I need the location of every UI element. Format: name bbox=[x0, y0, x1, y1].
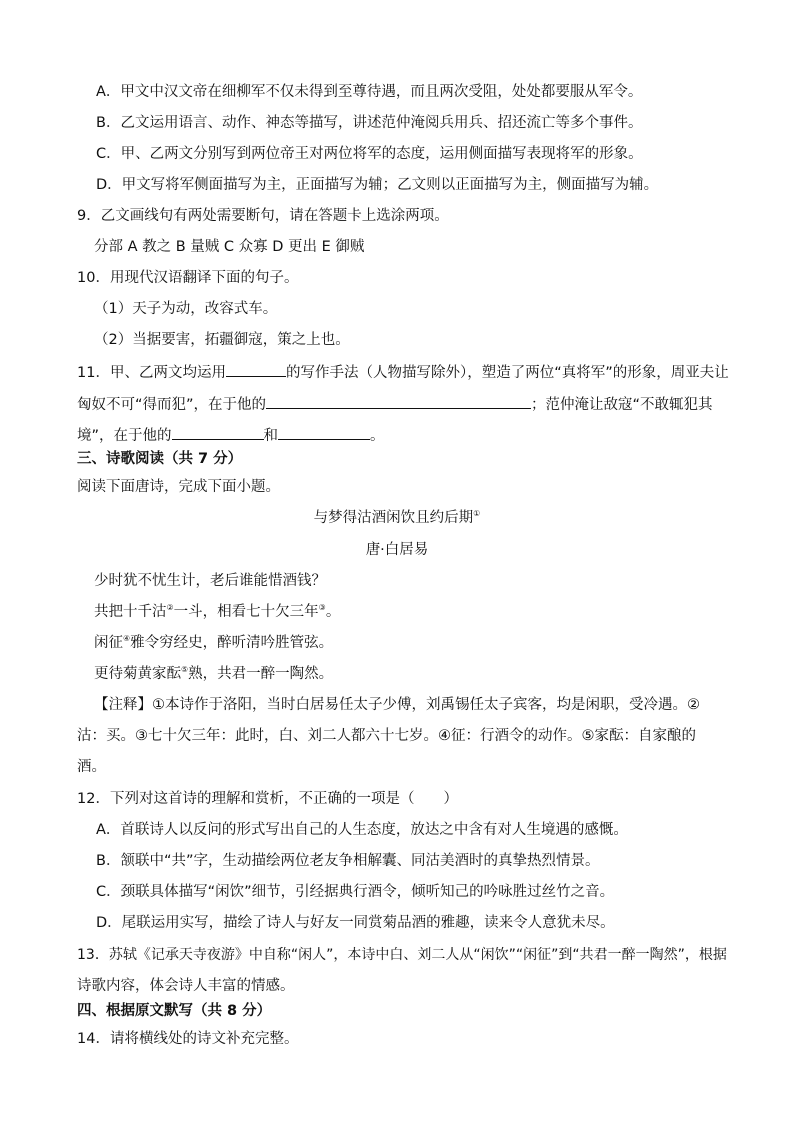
q11-text-3: 匈奴不可“得而犯”，在于他的 bbox=[77, 397, 267, 413]
q12-option-b: B．颔联中“共”字，生动描绘两位老友争相解囊、同沽美酒时的真挚热烈情景。 bbox=[96, 853, 600, 869]
notes-line-3: 酒。 bbox=[77, 759, 106, 775]
poem-line-2b: 一斗，相看七十欠三年 bbox=[173, 604, 319, 620]
q8-option-b: B．乙文运用语言、动作、神态等描写，讲述范仲淹阅兵用兵、招还流亡等多个事件。 bbox=[96, 115, 643, 131]
answer-blank[interactable] bbox=[278, 425, 370, 440]
poem-line-4b: 熟，共君一醉一陶然。 bbox=[188, 666, 334, 682]
poem-title bbox=[0, 508, 794, 528]
q12-option-a: A．首联诗人以反问的形式写出自己的人生态度，放达之中含有对人生境遇的感慨。 bbox=[96, 822, 628, 838]
q12-stem: 12．下列对这首诗的理解和赏析，不正确的一项是（ ） bbox=[77, 791, 458, 807]
q11-line-3 bbox=[77, 425, 385, 446]
poem-line-1: 少时犹不忧生计，老后谁能惜酒钱？ bbox=[94, 573, 326, 589]
poem-line-2c: 。 bbox=[325, 604, 341, 620]
q12-option-c: C．颈联具体描写“闲饮”细节，引经据典行酒令，倾听知己的吟咏胜过丝竹之音。 bbox=[96, 884, 615, 900]
poem-line-2 bbox=[94, 602, 340, 622]
q13-line-2: 诗歌内容，体会诗人丰富的情感。 bbox=[77, 978, 295, 994]
q8-option-a: A．甲文中汉文帝在细柳军不仅未得到至尊待遇，而且两次受阻，处处都要服从军令。 bbox=[96, 84, 643, 100]
section-3-intro: 阅读下面唐诗，完成下面小题。 bbox=[77, 479, 280, 495]
poem-line-2a: 共把十千沽 bbox=[94, 604, 167, 620]
footnote-marker: ① bbox=[473, 509, 481, 519]
q11-text-4: ；范仲淹让敌寇“不敢辄犯其 bbox=[531, 397, 713, 413]
poem-author: 唐·白居易 bbox=[365, 542, 429, 558]
notes-line-1: 【注释】①本诗作于洛阳，当时白居易任太子少傅，刘禹锡任太子宾客，均是闲职，受冷遇。② bbox=[94, 697, 700, 713]
q11-text-6: 和 bbox=[263, 428, 279, 444]
notes-line-2: 沽：买。③七十欠三年：此时，白、刘二人都六十七岁。④征：行酒令的动作。⑤家酝：自家酿的 bbox=[77, 728, 696, 744]
q11-text-7: 。 bbox=[370, 428, 385, 444]
poem-line-4 bbox=[94, 664, 333, 684]
q9-options: 分部 A 教之 B 量贼 C 众寡 D 更出 E 御贼 bbox=[94, 239, 365, 255]
q11-line-2 bbox=[77, 394, 713, 415]
poem-line-3a: 闲征 bbox=[94, 635, 123, 651]
q11-text-5: 境”，在于他的 bbox=[77, 428, 172, 444]
q8-option-d: D．甲文写将军侧面描写为主，正面描写为辅；乙文则以正面描写为主，侧面描写为辅。 bbox=[96, 177, 659, 193]
q10-sentence-2: （2）当据要害，拓疆御寇，策之上也。 bbox=[94, 332, 350, 348]
poem-title-text: 与梦得沽酒闲饮且约后期 bbox=[313, 510, 474, 526]
footnote-marker: ② bbox=[166, 603, 174, 613]
q11-text-1: 11．甲、乙两文均运用 bbox=[77, 365, 226, 381]
q13-line-1: 13．苏轼《记承天寺夜游》中自称“闲人”，本诗中白、刘二人从“闲饮”“闲征”到“共君一醉一陶然”，根据 bbox=[77, 947, 727, 963]
poem-line-3b: 雅令穷经史，醉听清吟胜管弦。 bbox=[130, 635, 334, 651]
q11-line-1 bbox=[77, 362, 729, 383]
answer-blank[interactable] bbox=[226, 362, 286, 377]
poem-line-4a: 更待菊黄家酝 bbox=[94, 666, 181, 682]
answer-blank[interactable] bbox=[172, 425, 264, 440]
q12-option-d: D．尾联运用实写，描绘了诗人与好友一同赏菊品酒的雅趣，读来令人意犹未尽。 bbox=[96, 915, 615, 931]
poem-line-3 bbox=[94, 633, 333, 653]
footnote-marker: ⑤ bbox=[181, 665, 189, 675]
answer-blank[interactable] bbox=[266, 394, 531, 409]
q11-text-2: 的写作手法（人物描写除外），塑造了两位“真将军”的形象，周亚夫让 bbox=[285, 365, 729, 381]
section-4-title: 四、根据原文默写（共 8 分） bbox=[77, 1003, 272, 1019]
q8-option-c: C．甲、乙两文分别写到两位帝王对两位将军的态度，运用侧面描写表现将军的形象。 bbox=[96, 146, 643, 162]
q10-sentence-1: （1）天子为动，改容式车。 bbox=[94, 301, 278, 317]
q14-stem: 14．请将横线处的诗文补充完整。 bbox=[77, 1031, 299, 1047]
q10-stem: 10．用现代汉语翻译下面的句子。 bbox=[77, 270, 299, 286]
footnote-marker: ④ bbox=[123, 634, 131, 644]
section-3-title: 三、诗歌阅读（共 7 分） bbox=[77, 451, 243, 467]
q9-stem: 9．乙文画线句有两处需要断句，请在答题卡上选涂两项。 bbox=[77, 208, 449, 224]
footnote-marker: ③ bbox=[318, 603, 326, 613]
